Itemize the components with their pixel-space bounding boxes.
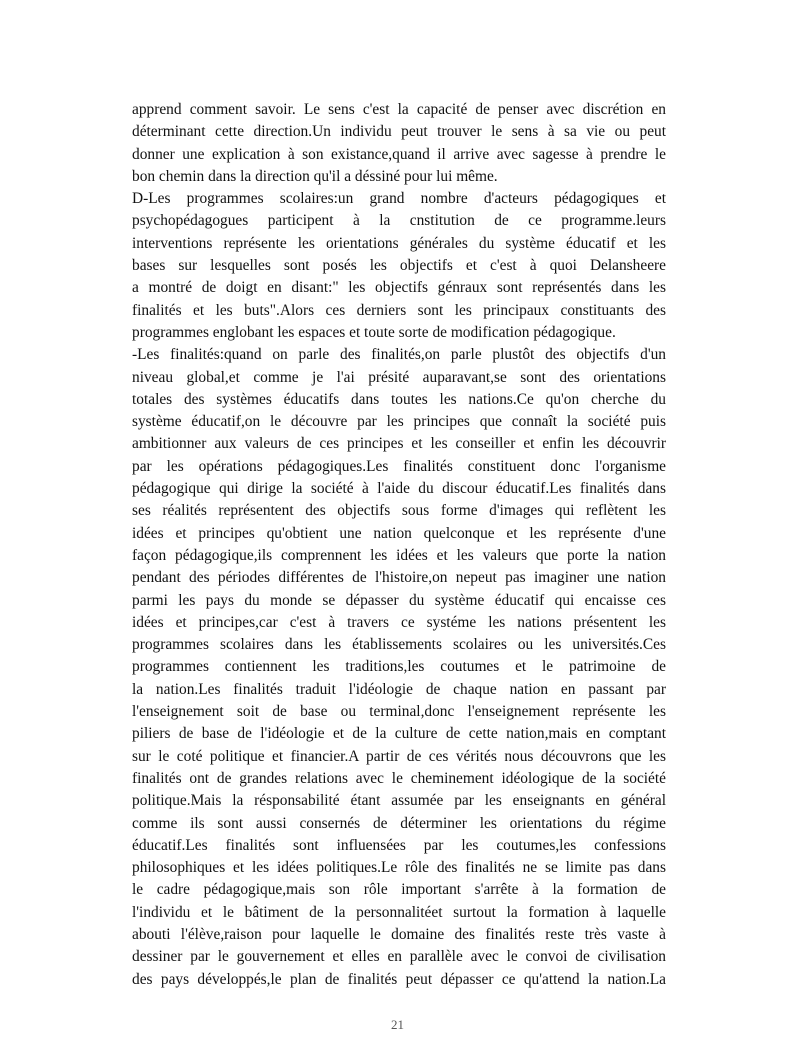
text-line: système éducatif,on le découvre par les principes que connaît la société puis bbox=[132, 413, 666, 431]
text-line: programmes scolaires dans les établissements scolaires ou les universités.Ces bbox=[132, 636, 666, 654]
text-line: a montré de doigt en disant:" les objectifs génraux sont représentés dans les bbox=[132, 279, 666, 297]
text-line: politique.Mais la résponsabilité étant assumée par les enseignants en général bbox=[132, 792, 666, 810]
text-line: totales des systèmes éducatifs dans toutes les nations.Ce qu'on cherche du bbox=[132, 390, 666, 408]
text-line: philosophiques et les idées politiques.Le rôle des finalités ne se limite pas dans bbox=[132, 859, 666, 877]
text-line: piliers de base de l'idéologie et de la culture de cette nation,mais en comptant bbox=[132, 725, 666, 743]
page-number: 21 bbox=[391, 1017, 404, 1032]
text-line: programmes englobant les espaces et toute sorte de modification pédagogique. bbox=[132, 323, 616, 341]
text-line: sur le coté politique et financier.A partir de ces vérités nous découvrons que les bbox=[132, 747, 666, 765]
text-line: par les opérations pédagogiques.Les finalités constituent donc l'organisme bbox=[132, 457, 666, 475]
text-line: bases sur lesquelles sont posés les objectifs et c'est à quoi Delansheere bbox=[132, 257, 666, 275]
text-line: interventions représente les orientations générales du système éducatif et les bbox=[132, 234, 666, 252]
text-line: -Les finalités:quand on parle des finalités,on parle plustôt des objectifs d'un bbox=[132, 346, 666, 364]
text-line: pédagogique qui dirige la société à l'aide du discour éducatif.Les finalités dans bbox=[132, 480, 666, 498]
text-line: éducatif.Les finalités sont influensées par les coutumes,les confessions bbox=[132, 836, 666, 854]
text-line: déterminant cette direction.Un individu peut trouver le sens à sa vie ou peut bbox=[132, 123, 666, 141]
text-line: façon pédagogique,ils comprennent les idées et les valeurs que porte la nation bbox=[132, 546, 666, 564]
text-line: psychopédagogues participent à la cnstitution de ce programme.leurs bbox=[132, 212, 666, 230]
text-line: finalités ont de grandes relations avec le cheminement idéologique de la société bbox=[132, 769, 666, 787]
text-line: l'individu et le bâtiment de la personnalitéet surtout la formation à laquelle bbox=[132, 903, 666, 921]
text-line: ambitionner aux valeurs de ces principes et les conseiller et enfin les découvrir bbox=[132, 435, 666, 453]
text-line: niveau global,et comme je l'ai présité auparavant,se sont des orientations bbox=[132, 368, 666, 386]
text-line: idées et principes qu'obtient une nation quelconque et les représente d'une bbox=[132, 524, 666, 542]
text-line: idées et principes,car c'est à travers ce systéme les nations présentent les bbox=[132, 613, 666, 631]
text-line: abouti l'élève,raison pour laquelle le domaine des finalités reste très vaste à bbox=[132, 925, 666, 943]
text-line: parmi les pays du monde se dépasser du système éducatif qui encaisse ces bbox=[132, 591, 666, 609]
text-line: donner une explication à son existance,quand il arrive avec sagesse à prendre le bbox=[132, 145, 666, 163]
text-line: l'enseignement soit de base ou terminal,donc l'enseignement représente les bbox=[132, 703, 666, 721]
text-line: dessiner par le gouvernement et elles en parallèle avec le convoi de civilisation bbox=[132, 948, 666, 966]
text-line: programmes contiennent les traditions,les coutumes et le patrimoine de bbox=[132, 658, 666, 676]
body-text bbox=[132, 99, 666, 991]
text-line: apprend comment savoir. Le sens c'est la capacité de penser avec discrétion en bbox=[132, 101, 666, 118]
text-line: finalités et les buts".Alors ces derniers sont les principaux constituants des bbox=[132, 301, 666, 319]
text-line: comme ils sont aussi consernés de déterminer les orientations du régime bbox=[132, 814, 666, 832]
text-line: bon chemin dans la direction qu'il a déssiné pour lui même. bbox=[132, 167, 498, 185]
text-line: pendant des périodes différentes de l'histoire,on nepeut pas imaginer une nation bbox=[132, 569, 666, 587]
text-line: des pays développés,le plan de finalités peut dépasser ce qu'attend la nation.La bbox=[132, 970, 666, 988]
text-line: la nation.Les finalités traduit l'idéologie de chaque nation en passant par bbox=[132, 680, 666, 698]
text-line: le cadre pédagogique,mais son rôle important s'arrête à la formation de bbox=[132, 881, 666, 899]
text-line: ses réalités représentent des objectifs sous forme d'images qui reflètent les bbox=[132, 502, 666, 520]
text-line: D-Les programmes scolaires:un grand nombre d'acteurs pédagogiques et bbox=[132, 190, 666, 208]
